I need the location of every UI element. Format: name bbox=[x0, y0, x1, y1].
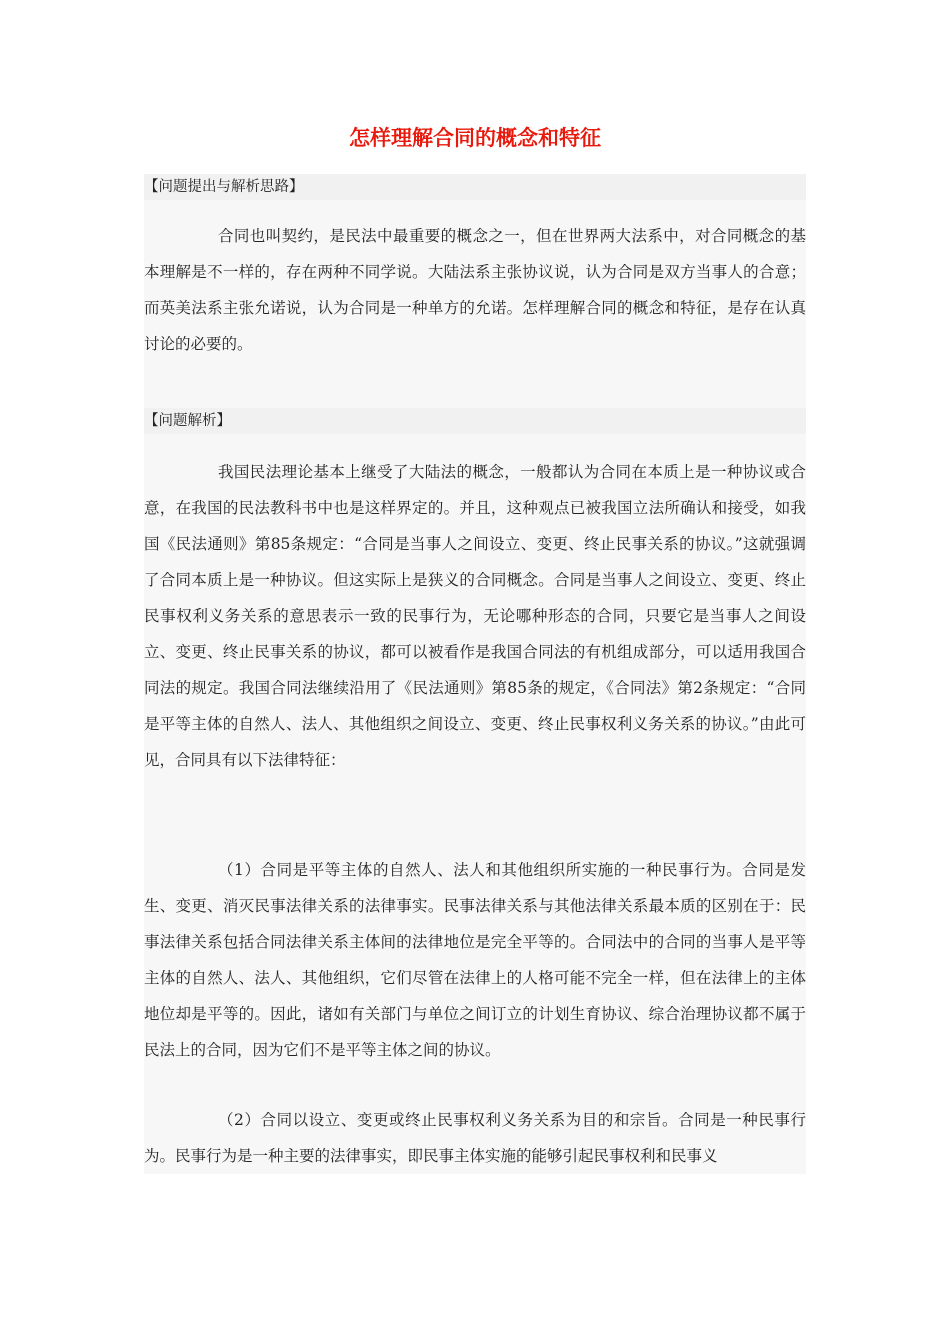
document-body bbox=[144, 174, 806, 1174]
document-title: 怎样理解合同的概念和特征 bbox=[349, 125, 601, 150]
paragraph-analysis-main: 我国民法理论基本上继受了大陆法的概念，一般都认为合同在本质上是一种协议或合意，在我国的民法教科书中也是这样界定的。并且，这种观点已被我国立法所确认和接受，如我国《民法通则》第85条规定：“合同是当事人之间设立、变更、终止民事关系的协议。”这就强调了合同本质上是一种协议。但这实际上是狭义的合同概念。合同是当事人之间设立、变更、终止民事权利义务关系的意思表示一致的民事行为，无论哪种形态的合同，只要它是当事人之间设立、变更、终止民事关系的协议，都可以被看作是我国合同法的有机组成部分，可以适用我国合同法的规定。我国合同法继续沿用了《民法通则》第85条的规定，《合同法》第2条规定：“合同是平等主体的自然人、法人、其他组织之间设立、变更、终止民事权利义务关系的协议。”由此可见，合同具有以下法律特征： bbox=[144, 463, 806, 769]
section-heading-analysis: 【问题解析】 bbox=[144, 408, 806, 434]
paragraph-problem-intro: 合同也叫契约，是民法中最重要的概念之一，但在世界两大法系中，对合同概念的基本理解是不一样的，存在两种不同学说。大陆法系主张协议说，认为合同是双方当事人的合意；而英美法系主张允诺说，认为合同是一种单方的允诺。怎样理解合同的概念和特征，是存在认真讨论的必要的。 bbox=[144, 227, 806, 353]
section-heading-problem: 【问题提出与解析思路】 bbox=[144, 174, 806, 200]
paragraph-feature-2: （2）合同以设立、变更或终止民事权利义务关系为目的和宗旨。合同是一种民事行为。民事行为是一种主要的法律事实，即民事主体实施的能够引起民事权利和民事义 bbox=[144, 1111, 806, 1165]
paragraph-feature-1: （1）合同是平等主体的自然人、法人和其他组织所实施的一种民事行为。合同是发生、变更、消灭民事法律关系的法律事实。民事法律关系与其他法律关系最本质的区别在于：民事法律关系包括合同法律关系主体间的法律地位是完全平等的。合同法中的合同的当事人是平等主体的自然人、法人、其他组织，它们尽管在法律上的人格可能不完全一样，但在法律上的主体地位却是平等的。因此，诸如有关部门与单位之间订立的计划生育协议、综合治理协议都不属于民法上的合同，因为它们不是平等主体之间的协议。 bbox=[144, 861, 806, 1059]
